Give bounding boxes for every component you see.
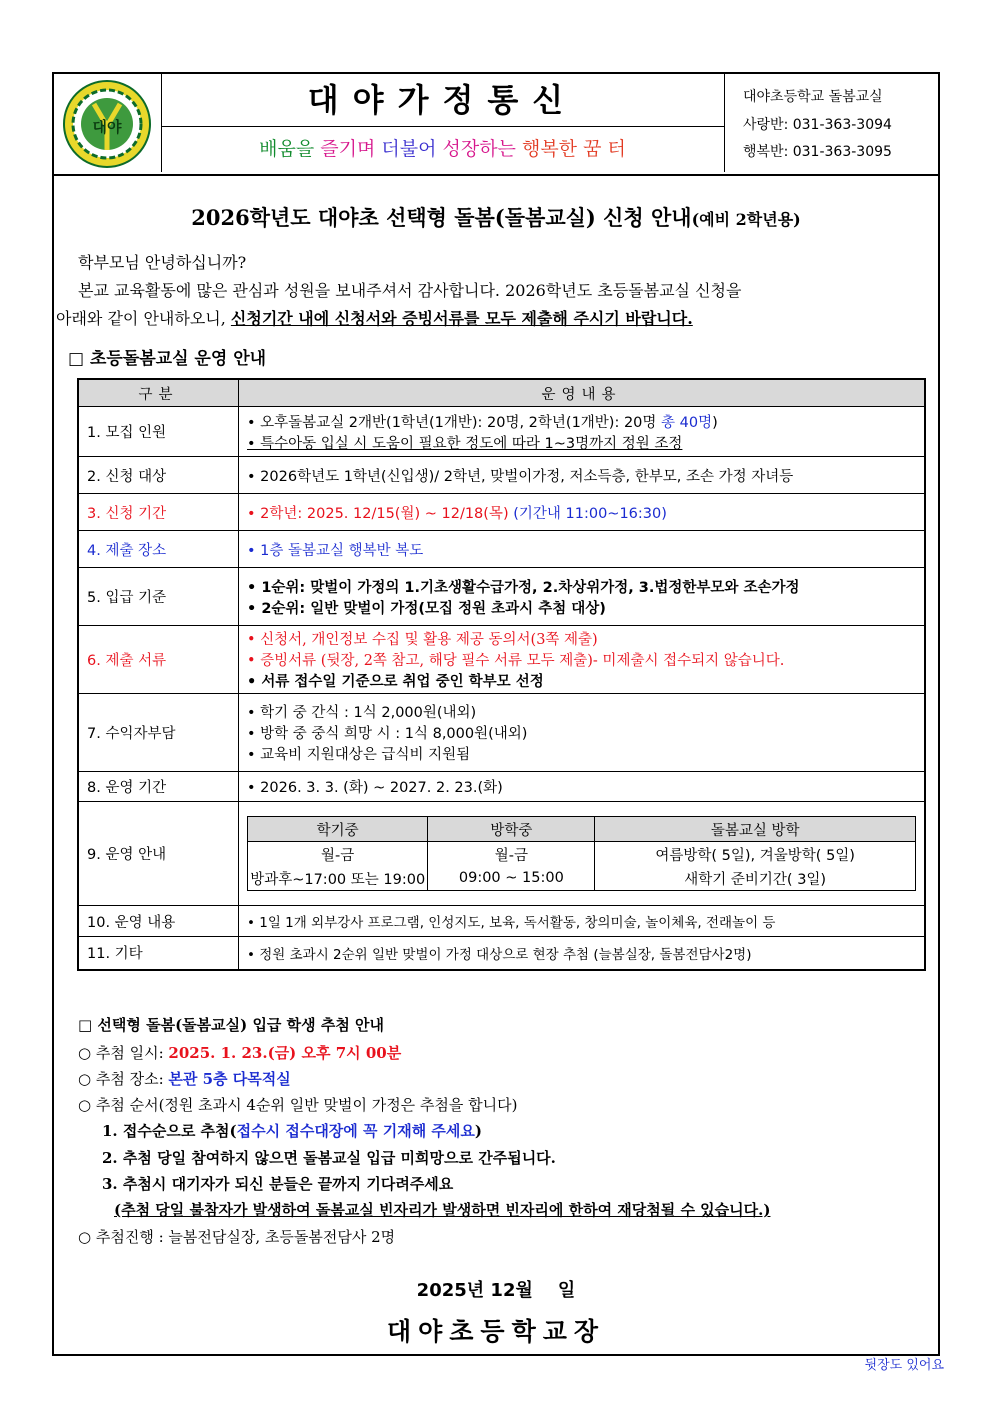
cell: 방과후~17:00 또는 19:00: [248, 866, 428, 891]
cell: 방학중: [428, 817, 595, 842]
lottery-order: ○ 추첨 순서(정원 초과시 4순위 일반 맞벌이 가정은 추첨을 합니다): [78, 1096, 518, 1114]
table-row: [78, 531, 925, 568]
slogan: [161, 127, 724, 172]
table-row: [78, 772, 925, 802]
table-row: [78, 494, 925, 531]
text: • 오후돌봄교실 2개반(1학년(1개반): 20명, 2학년(1개반): 20명: [247, 414, 662, 431]
greeting: 학부모님 안녕하십니까?: [78, 253, 247, 272]
cell: 새학기 준비기간( 3일): [595, 866, 916, 891]
header-col-1: 구분: [78, 379, 239, 407]
row-label: 3. 신청 기간: [78, 494, 239, 531]
text: 1. 접수순으로 추첨(: [102, 1122, 237, 1140]
row-content: [239, 407, 926, 457]
lottery-note: (추첨 당일 불참자가 발생하여 돌봄교실 빈자리가 발생하면 빈자리에 한하여 재당첨될 수 있습니다.): [114, 1201, 771, 1219]
row-label: 2. 신청 대상: [78, 457, 239, 494]
logo-text: 대야: [92, 118, 122, 136]
back-page-note: 뒷장도 있어요: [864, 1358, 944, 1373]
slogan-part: 배움을: [259, 138, 315, 160]
slogan-part: 즐기며: [314, 138, 376, 160]
row-label: 9. 운영 안내: [78, 802, 239, 906]
document-title: [54, 202, 938, 232]
lottery-item-3: 3. 추첨시 대기자가 되신 분들은 끝까지 기다려주세요: [102, 1175, 454, 1193]
slogan-part: 더불어: [375, 138, 437, 160]
title-sub: (예비 2학년용): [691, 210, 801, 229]
table-row: [78, 626, 925, 694]
contact-line-1: 사랑반: 031-363-3094: [743, 117, 892, 133]
title-cell: [161, 74, 725, 172]
cell: 월-금: [428, 842, 595, 867]
row-content: [239, 626, 926, 694]
content-line: • 1순위: 맞벌이 가정의 1.기초생활수급가정, 2.차상위가정, 3.법정한부모와 조손가정: [247, 579, 800, 596]
logo-cell: [54, 74, 162, 172]
section-title-operation: □ 초등돌봄교실 운영 안내: [68, 349, 267, 369]
contact-line-2: 행복반: 031-363-3095: [743, 144, 892, 160]
title-main: 2026학년도 대야초 선택형 돌봄(돌봄교실) 신청 안내: [191, 205, 692, 230]
table-row: [78, 407, 925, 457]
content-line: • 2순위: 일반 맞벌이 가정(모집 정원 초과시 추첨 대상): [247, 600, 606, 617]
contact-cell: [725, 74, 938, 172]
row-content: • 정원 초과시 2순위 일반 맞벌이 가정 대상으로 현장 추첨 (늘봄실장, 돌봄전담사2명): [239, 937, 926, 970]
row-label: 6. 제출 서류: [78, 626, 239, 694]
intro-line-2: [56, 306, 693, 329]
table-row: [78, 906, 925, 937]
newsletter-title: 대야가정통신: [161, 74, 724, 127]
row-content: [239, 494, 926, 531]
slogan-part: 행복한: [515, 138, 578, 160]
slogan-part: 꿈 터: [577, 138, 626, 160]
school-logo-icon: [54, 74, 161, 172]
cell: 월-금: [248, 842, 428, 867]
table-row: [78, 802, 925, 906]
lottery-title: □ 선택형 돌봄(돌봄교실) 입급 학생 추첨 안내: [78, 1016, 385, 1034]
newsletter-header: [54, 74, 938, 176]
content-line: • 교육비 지원대상은 급식비 지원됨: [247, 747, 471, 763]
contact-school: 대야초등학교 돌봄교실: [743, 89, 883, 105]
label: ○ 추첨 장소:: [78, 1070, 169, 1088]
row-label: 8. 운영 기간: [78, 772, 239, 802]
label: ○ 추첨 일시:: [78, 1044, 169, 1062]
schedule-row: [248, 842, 916, 867]
highlight: 총 40명: [661, 414, 713, 431]
row-content: • 1층 돌봄교실 행복반 복도: [239, 531, 926, 568]
row-label: 5. 입급 기준: [78, 568, 239, 626]
document-frame: [52, 72, 940, 1356]
row-content: • 2026. 3. 3. (화) ~ 2027. 2. 23.(화): [239, 772, 926, 802]
row-content: [239, 568, 926, 626]
slogan-part: 성장하는: [436, 138, 516, 160]
schedule-header: [248, 817, 916, 842]
text: (기간내 11:00~16:30): [513, 505, 667, 522]
cell: 여름방학( 5일), 겨울방학( 5일): [595, 842, 916, 867]
schedule-row: [248, 866, 916, 891]
row-content: • 2026학년도 1학년(신입생)/ 2학년, 맞벌이가정, 저소득층, 한부모, 조손 가정 자녀등: [239, 457, 926, 494]
value: 본관 5층 다목적실: [168, 1070, 291, 1088]
value: 2025. 1. 23.(금) 오후 7시 00분: [168, 1044, 402, 1062]
intro-line-2a: 아래와 같이 안내하오니,: [56, 309, 231, 328]
content-line: • 신청서, 개인정보 수집 및 활용 제공 동의서(3쪽 제출): [247, 632, 598, 648]
intro-line-2b: 신청기간 내에 신청서와 증빙서류를 모두 제출해 주시기 바랍니다.: [230, 309, 693, 328]
row-label: 10. 운영 내용: [78, 906, 239, 937]
content-line: • 학기 중 간식 : 1식 2,000원(내외): [247, 705, 477, 721]
content-line: • 방학 중 중식 희망 시 : 1식 8,000원(내외): [247, 726, 528, 742]
cell: 돌봄교실 방학: [595, 817, 916, 842]
lottery-date: [78, 1042, 401, 1063]
row-content: [239, 802, 926, 906]
lottery-item-2: 2. 추첨 당일 참여하지 않으면 돌봄교실 입급 미희망으로 간주됩니다.: [102, 1149, 556, 1167]
operation-table: [77, 378, 926, 971]
row-label: 7. 수익자부담: [78, 694, 239, 772]
table-row: [78, 457, 925, 494]
row-label: 1. 모집 인원: [78, 407, 239, 457]
table-row: [78, 568, 925, 626]
row-label: 11. 기타: [78, 937, 239, 970]
table-header-row: [78, 379, 925, 407]
text: ): [474, 1122, 482, 1140]
row-label: 4. 제출 장소: [78, 531, 239, 568]
cell: 학기중: [248, 817, 428, 842]
cell: 09:00 ~ 15:00: [428, 866, 595, 891]
table-row: [78, 694, 925, 772]
row-content: [239, 694, 926, 772]
intro-line-1: 본교 교육활동에 많은 관심과 성원을 보내주셔서 감사합니다. 2026학년도 초등돌봄교실 신청을: [78, 281, 742, 300]
content-line: • 서류 접수일 기준으로 취업 중인 학부모 선정: [247, 673, 544, 690]
lottery-item-1: [102, 1120, 482, 1141]
lottery-place: [78, 1068, 291, 1089]
content-line: [247, 411, 916, 432]
text: 접수시 접수대장에 꼭 기재해 주세요: [236, 1122, 475, 1140]
text: ): [712, 414, 718, 431]
row-content: • 1일 1개 외부강사 프로그램, 인성지도, 보육, 독서활동, 창의미술, 놀이체육, 전래놀이 등: [239, 906, 926, 937]
text: • 2학년: 2025. 12/15(월) ~ 12/18(목): [247, 505, 514, 522]
schedule-table: [247, 816, 916, 891]
lottery-staff: ○ 추첨진행 : 늘봄전담실장, 초등돌봄전담사 2명: [78, 1228, 396, 1246]
content-line: • 특수아동 입실 시 도움이 필요한 정도에 따라 1~3명까지 정원 조정: [247, 435, 683, 452]
content-line: • 증빙서류 (뒷장, 2쪽 참고, 해당 필수 서류 모두 제출)- 미제출시 접수되지 않습니다.: [247, 653, 785, 669]
issue-date: 2025년 12월 일: [416, 1280, 576, 1301]
table-row: [78, 937, 925, 970]
principal-signature: 대야초등학교장: [386, 1317, 606, 1346]
header-col-2: 운영내용: [239, 379, 926, 407]
